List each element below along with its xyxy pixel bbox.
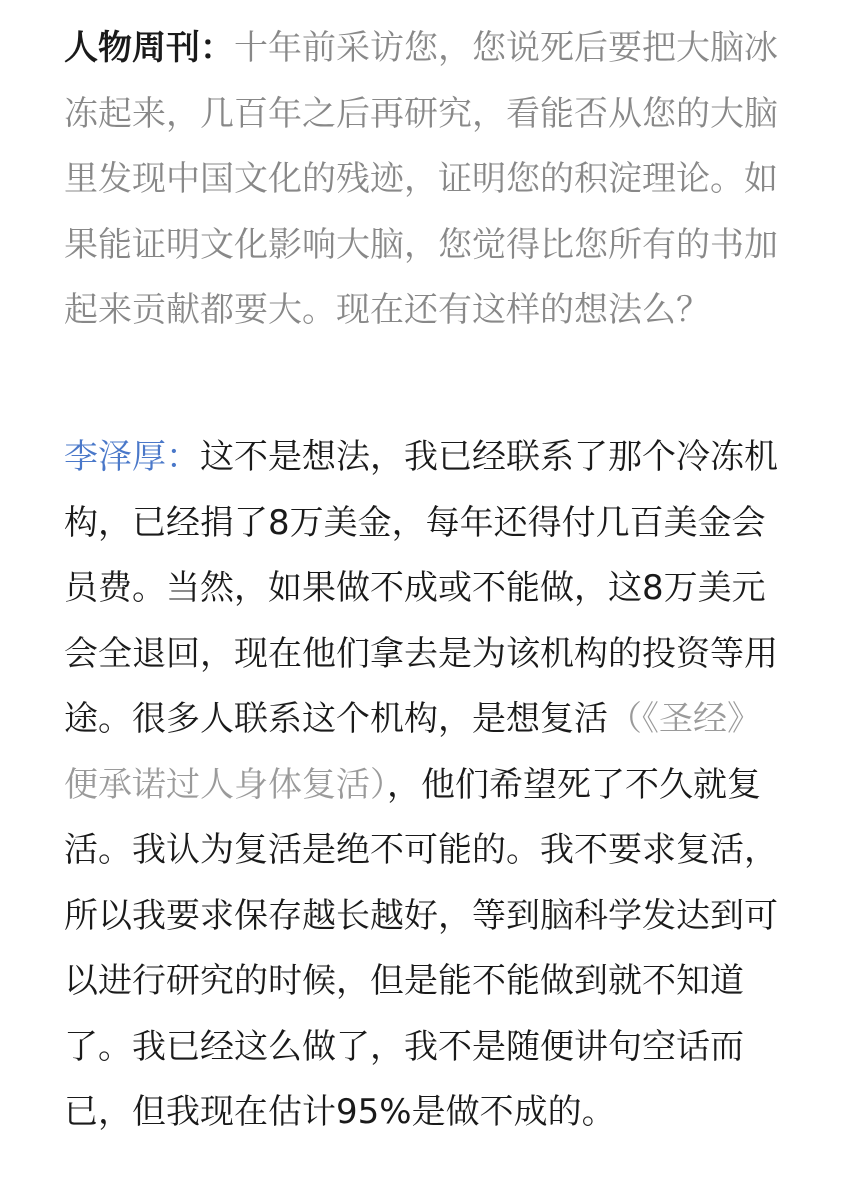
answer-aside-note: （《圣经》便承诺过人身体复活）: [64, 699, 761, 805]
question-speaker-label: 人物周刊：: [64, 28, 234, 68]
question-paragraph: [64, 16, 784, 344]
question-text: 十年前采访您，您说死后要把大脑冰冻起来，几百年之后再研究，看能否从您的大脑里发现中国文化的残迹，证明您的积淀理论。如果能证明文化影响大脑，您觉得比您所有的书加起来贡献都要大。现在还有这样的想法么？: [64, 28, 778, 330]
answer-text-part2: ，他们希望死了不久就复活。我认为复活是绝不可能的。我不要求复活，所以我要求保存越长越好，等到脑科学发达到可以进行研究的时候，但是能不能做到就不知道了。我已经这么做了，我不是随便讲句空话而已，但我现在估计95%是做不成的。: [64, 764, 778, 1132]
answer-speaker-label: 李泽厚：: [64, 437, 200, 477]
answer-text-part1: 这不是想法，我已经联系了那个冷冻机构，已经捐了8万美金，每年还得付几百美金会员费。当然，如果做不成或不能做，这8万美元会全退回，现在他们拿去是为该机构的投资等用途。很多人联系这个机构，是想复活: [64, 437, 778, 739]
answer-paragraph: [64, 425, 784, 1146]
